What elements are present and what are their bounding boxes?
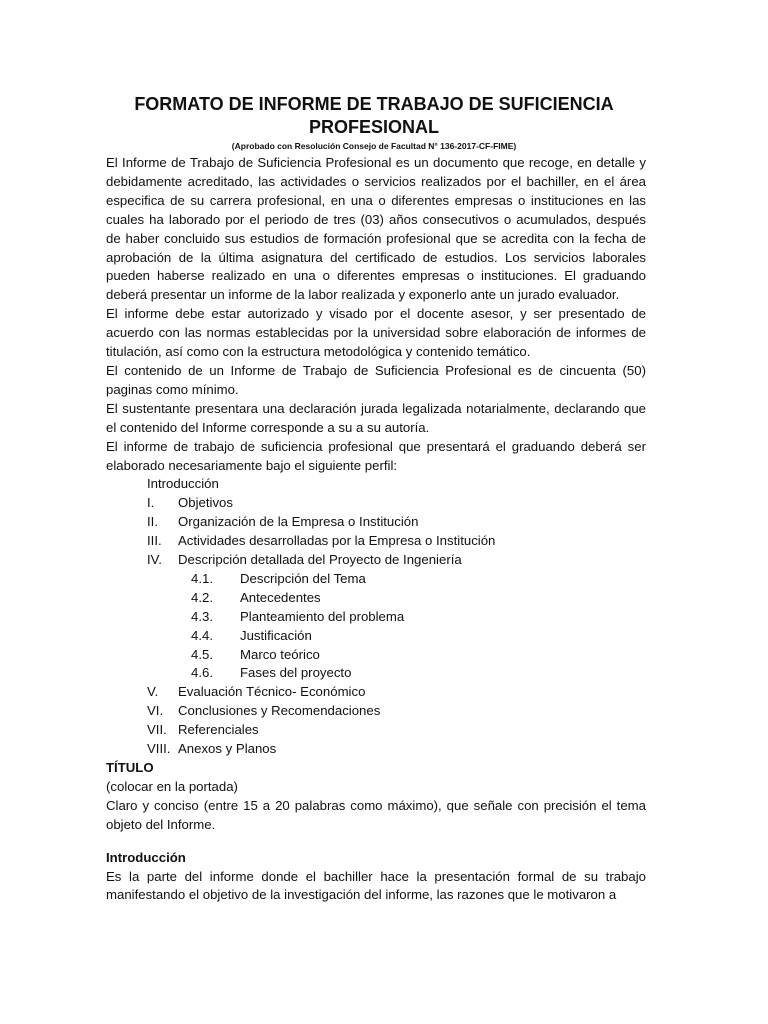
outline-subitem-number: 4.4. [191,627,213,643]
outline-subitem-text: Descripción del Tema [240,570,366,586]
outline-intro: Introducción [147,476,219,492]
outline-list [106,475,646,759]
paragraph-declaration: El sustentante presentara una declaración jurada legalizada notarialmente, declarando que el contenido del Informe corresponde a su a su autoría. [106,400,646,435]
outline-item [106,683,646,702]
introduccion-text: Es la parte del informe donde el bachiller hace la presentación formal de su trabajo manifestando el objetivo de la investigación del informe, las razones que le motivaron a [106,868,646,903]
outline-item-text: Actividades desarrolladas por la Empresa o Institución [178,533,496,549]
outline-item-text: Evaluación Técnico- Económico [178,684,366,700]
titulo-heading: TÍTULO [106,760,154,775]
outline-item-number: III. [147,533,162,549]
outline-subitem-number: 4.1. [191,570,213,586]
outline-item [106,532,646,551]
section-spacer [106,835,646,849]
outline-subitem-text: Fases del proyecto [240,665,352,681]
outline-item [106,551,646,570]
outline-subitem [106,570,646,589]
outline-item-text: Descripción detallada del Proyecto de Ingeniería [178,552,462,568]
outline-subitem-text: Marco teórico [240,646,320,662]
paragraph-authorization: El informe debe estar autorizado y visado por el docente asesor, y ser presentado de acuerdo con las normas establecidas por la universidad sobre elaboración de informes de titulación, así como con la estructura metodológica y contenido temático. [106,306,646,360]
introduccion-heading: Introducción [106,849,186,865]
outline-subitem-number: 4.2. [191,589,213,605]
paragraph-length: El contenido de un Informe de Trabajo de Suficiencia Profesional es de cincuenta (50) paginas como mínimo. [106,362,646,397]
outline-item [106,740,646,759]
outline-subitem-text: Justificación [240,627,312,643]
document-body [106,154,646,905]
outline-item-number: I. [147,495,155,511]
paragraph-profile: El informe de trabajo de suficiencia profesional que presentará el graduando deberá ser elaborado necesariamente bajo el siguiente perfil: [106,438,646,473]
outline-item [106,721,646,740]
title-line-2: PROFESIONAL [308,117,439,137]
approval-note: (Aprobado con Resolución Consejo de Facultad N° 136-2017-CF-FIME) [231,141,517,151]
outline-item-number: VI. [147,703,164,719]
outline-item-number: V. [147,684,159,700]
outline-item-number: VII. [147,722,167,738]
outline-item-number: VIII. [147,741,171,757]
outline-item [106,494,646,513]
outline-item-number: II. [147,514,158,530]
paragraph-definition: El Informe de Trabajo de Suficiencia Profesional es un documento que recoge, en detalle y debidamente acreditado, las actividades o servicios realizados por el bachiller, en el área especifica de su carrera profesional, en una o diferentes empresas o instituciones en las cuales ha laborado por el periodo de tres (03) años consecutivos o acumulados, después de haber concluido sus estudios de formación profesional que se acredita con la fecha de aprobación de la última asignatura del certificado de estudios. Los servicios laborales pueden haberse realizado en una o diferentes empresas o instituciones. El graduando deberá presentar un informe de la labor realizada y exponerlo ante un jurado evaluador. [106,155,646,303]
title-line-1: FORMATO DE INFORME DE TRABAJO DE SUFICIENCIA [134,94,614,114]
document-title [100,93,648,139]
titulo-text: Claro y conciso (entre 15 a 20 palabras como máximo), que señale con precisión el tema objeto del Informe. [106,797,646,832]
outline-item-text: Referenciales [178,722,259,738]
outline-subitem-text: Antecedentes [240,589,321,605]
outline-subitem [106,664,646,683]
outline-subitem-number: 4.6. [191,665,213,681]
outline-subitem [106,627,646,646]
page-bottom-margin [0,1010,768,1024]
outline-subitem-number: 4.5. [191,646,213,662]
outline-item-number: IV. [147,552,162,568]
titulo-note: (colocar en la portada) [106,778,238,794]
outline-subitem [106,608,646,627]
outline-item [106,702,646,721]
outline-subitem [106,646,646,665]
outline-item-text: Anexos y Planos [178,741,277,757]
outline-item [106,513,646,532]
outline-subitem-text: Planteamiento del problema [240,608,405,624]
outline-subitem [106,589,646,608]
outline-item-text: Conclusiones y Recomendaciones [178,703,381,719]
outline-item-text: Organización de la Empresa o Institución [178,514,419,530]
outline-item-text: Objetivos [178,495,233,511]
outline-subitem-number: 4.3. [191,608,213,624]
